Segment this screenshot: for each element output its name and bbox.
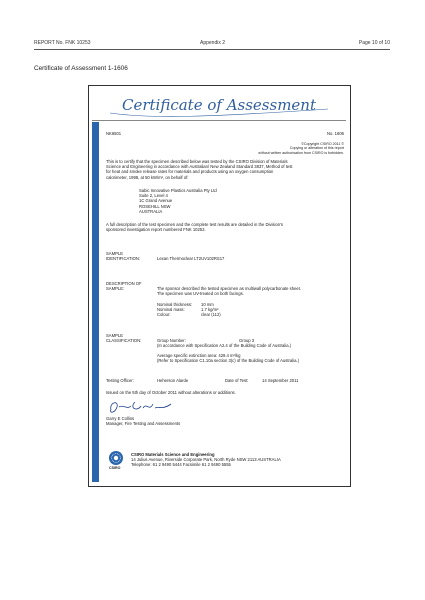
desc-label: DESCRIPTION OF SAMPLE: bbox=[106, 281, 142, 292]
certificate-id: NK6501 bbox=[106, 131, 122, 136]
certificate-title: Certificate of Assessment bbox=[121, 96, 317, 114]
side-band bbox=[92, 122, 99, 482]
report-number: REPORT No. FNK 10253 bbox=[34, 40, 91, 46]
group-note: (In accordance with Specification A2.4 of the Building Code of Australia.) bbox=[157, 343, 292, 348]
certificate bbox=[88, 85, 351, 487]
org-address: 14 Julius Avenue, Riverside Corporate Park, North Ryde NSW 2113 AUSTRALIA bbox=[131, 457, 281, 462]
copyright-notice: ©Copyright CSIRO 2011 © Copying or alteration of this report without written authorisation from CSIRO is forbidden. bbox=[258, 142, 344, 155]
certificate-banner bbox=[92, 89, 346, 121]
logo-text: CSIRO bbox=[109, 466, 121, 470]
appendix-label: Appendix 2 bbox=[200, 40, 226, 46]
testing-officer-label: Testing Officer: bbox=[106, 378, 134, 383]
description-paragraph: A full description of the test specimen and the complete test results are detailed in the Division's sponsored investigation report numbered FNK 10253. bbox=[106, 222, 284, 233]
signature-image bbox=[107, 398, 177, 416]
intro-paragraph: This is to certify that the specimen described below was tested by the CSIRO Division of Materials Science and Engineering in accordance with Australian/ New Zealand Standard 3837, Method of test for heat and smoke release rates for materials and products using an oxygen consumption calorimeter, 1998, at 50 kW/m², on behalf of: bbox=[106, 159, 293, 180]
page-number: Page 10 of 10 bbox=[358, 40, 390, 46]
signatory-title: Manager, Fire Testing and Assessments bbox=[106, 421, 181, 426]
spec-labels: Nominal thickness: Nominal mass: Colour: bbox=[157, 302, 193, 318]
desc-value: The sponsor described the tested specimen as multiwall polycarbonate sheet. The specimen was UV-treated on both facings. bbox=[157, 286, 302, 297]
extinction-value: Average specific extinction area: 429.4 m²/kg bbox=[157, 353, 241, 358]
page-heading: Certificate of Assessment 1-1606 bbox=[34, 65, 128, 72]
sample-id-value: Lexan Thermoclear LT2UV102RS17 bbox=[157, 256, 225, 261]
client-address: Sabic Innovative Plastics Australia Pty Ltd Suite 2, Level 4 1C Grand Avenue ROSEHILL NSW AUSTRALIA bbox=[139, 188, 217, 214]
header-rule bbox=[34, 49, 390, 50]
issued-statement: Issued on the 5th day of October 2011 without alterations or additions. bbox=[106, 390, 236, 395]
banner-flourish bbox=[92, 89, 346, 120]
spec-values: 10 mm 1.7 kg/m² clear (112) bbox=[201, 302, 221, 318]
signatory-name: Garry E Collins bbox=[106, 416, 135, 421]
group-label: Group Number: bbox=[157, 338, 186, 343]
certificate-number: No. 1606 bbox=[327, 131, 344, 136]
csiro-logo bbox=[107, 450, 125, 472]
sample-id-label: SAMPLE IDENTIFICATION: bbox=[106, 251, 141, 262]
extinction-note: (Refer to Specification C1.10a section 3(c) of the Building Code of Australia.) bbox=[157, 358, 299, 363]
testing-officer-value: Heherson Alarde bbox=[157, 378, 189, 383]
class-label: SAMPLE CLASSIFICATION: bbox=[106, 333, 142, 344]
org-phone: Telephone: 61 2 9490 5444 Facsimile 61 2 9490 5555 bbox=[131, 462, 231, 467]
test-date-label: Date of Test: bbox=[225, 378, 249, 383]
group-value: Group 3 bbox=[239, 338, 255, 343]
org-name: CSIRO Materials Science and Engineering bbox=[131, 452, 215, 457]
test-date-value: 14 September 2011 bbox=[262, 378, 299, 383]
